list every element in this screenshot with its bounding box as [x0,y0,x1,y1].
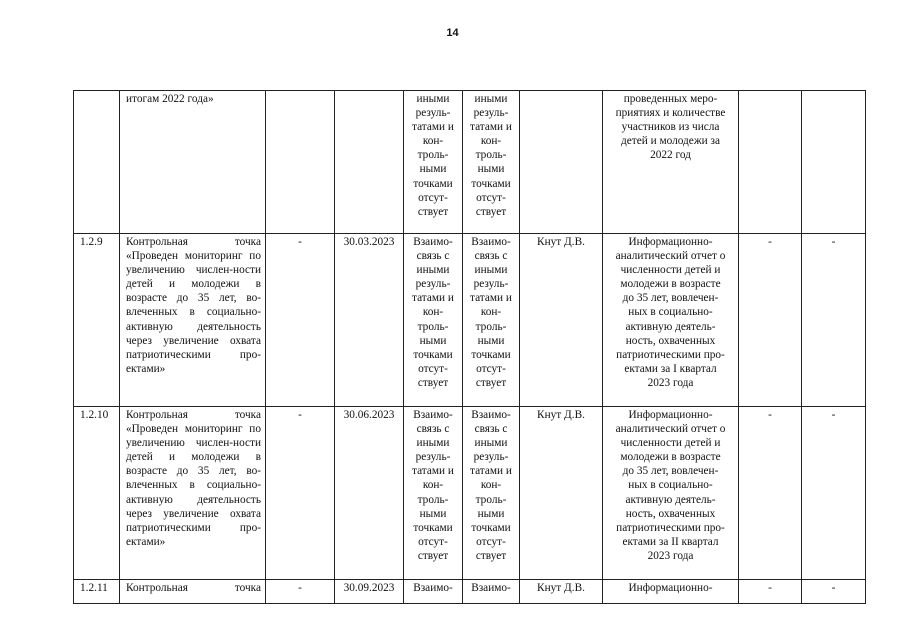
control-point-name-text: «Проведен мониторинг по увеличению числен-ности детей и молодежи в возрасте до 35 лет, во-влеченных в социально-активную деятельность через увеличение охвата патриотическими про-ектами» [126,250,261,375]
row-number [74,91,120,234]
extra-cell-10 [802,91,866,234]
link-cell-2: Взаимо- связь с иными резуль- татами и кон- троль- ными точками отсут- ствует [463,234,520,407]
start-date: - [266,407,335,580]
responsible [520,91,603,234]
link-cell-1: иными резуль- татами и кон- троль- ными точками отсут- ствует [404,91,463,234]
result-document: Информационно- [603,580,739,604]
control-points-table [73,90,866,604]
row-number: 1.2.11 [74,580,120,604]
responsible: Кнут Д.В. [520,407,603,580]
control-point-title [126,581,261,595]
result-document: Информационно- аналитический отчет о численности детей и молодежи в возрасте до 35 лет, вовлечен- ных в социально- активную деятель- ность, охваченных патриотическими про- ектами за II квартал 2023 года [603,407,739,580]
extra-cell-9: - [739,580,802,604]
control-point-name [120,407,266,580]
link-cell-1: Взаимо- связь с иными резуль- татами и кон- троль- ными точками отсут- ствует [404,234,463,407]
table-row [74,234,866,407]
start-date: - [266,580,335,604]
result-document: Информационно- аналитический отчет о численности детей и молодежи в возрасте до 35 лет, вовлечен- ных в социально- активную деятель- ность, охваченных патриотическими про- ектами за I квартал 2023 года [603,234,739,407]
extra-cell-10: - [802,407,866,580]
end-date: 30.09.2023 [335,580,404,604]
control-point-label-point: точка [234,236,261,248]
end-date [335,91,404,234]
control-point-label: Контрольная [126,582,188,594]
control-point-name [120,91,266,234]
start-date [266,91,335,234]
control-point-name-text: «Проведен мониторинг по увеличению числен-ности детей и молодежи в возрасте до 35 лет, во-влеченных в социально-активную деятельность через увеличение охвата патриотическими про-ектами» [126,423,261,548]
control-point-label: Контрольная [126,236,188,248]
extra-cell-9 [739,91,802,234]
page-number: 14 [446,27,459,39]
control-point-label-point: точка [234,582,261,594]
table-row [74,407,866,580]
link-cell-2: иными резуль- татами и кон- троль- ными точками отсут- ствует [463,91,520,234]
control-point-label: Контрольная [126,409,188,421]
control-point-title [126,235,261,249]
control-point-name [120,580,266,604]
responsible: Кнут Д.В. [520,234,603,407]
link-cell-1: Взаимо- [404,580,463,604]
control-point-name [120,234,266,407]
extra-cell-10: - [802,580,866,604]
control-point-label-point: точка [234,409,261,421]
end-date: 30.03.2023 [335,234,404,407]
end-date: 30.06.2023 [335,407,404,580]
control-point-title [126,408,261,422]
link-cell-2: Взаимо- связь с иными резуль- татами и кон- троль- ными точками отсут- ствует [463,407,520,580]
link-cell-2: Взаимо- [463,580,520,604]
responsible: Кнут Д.В. [520,580,603,604]
table-row [74,91,866,234]
result-document: проведенных меро- приятиях и количестве участников из числа детей и молодежи за 2022 год [603,91,739,234]
row-number: 1.2.9 [74,234,120,407]
start-date: - [266,234,335,407]
extra-cell-10: - [802,234,866,407]
row-number: 1.2.10 [74,407,120,580]
link-cell-1: Взаимо- связь с иными резуль- татами и кон- троль- ными точками отсут- ствует [404,407,463,580]
extra-cell-9: - [739,407,802,580]
control-point-name-text: итогам 2022 года» [126,93,214,105]
table-row [74,580,866,604]
extra-cell-9: - [739,234,802,407]
